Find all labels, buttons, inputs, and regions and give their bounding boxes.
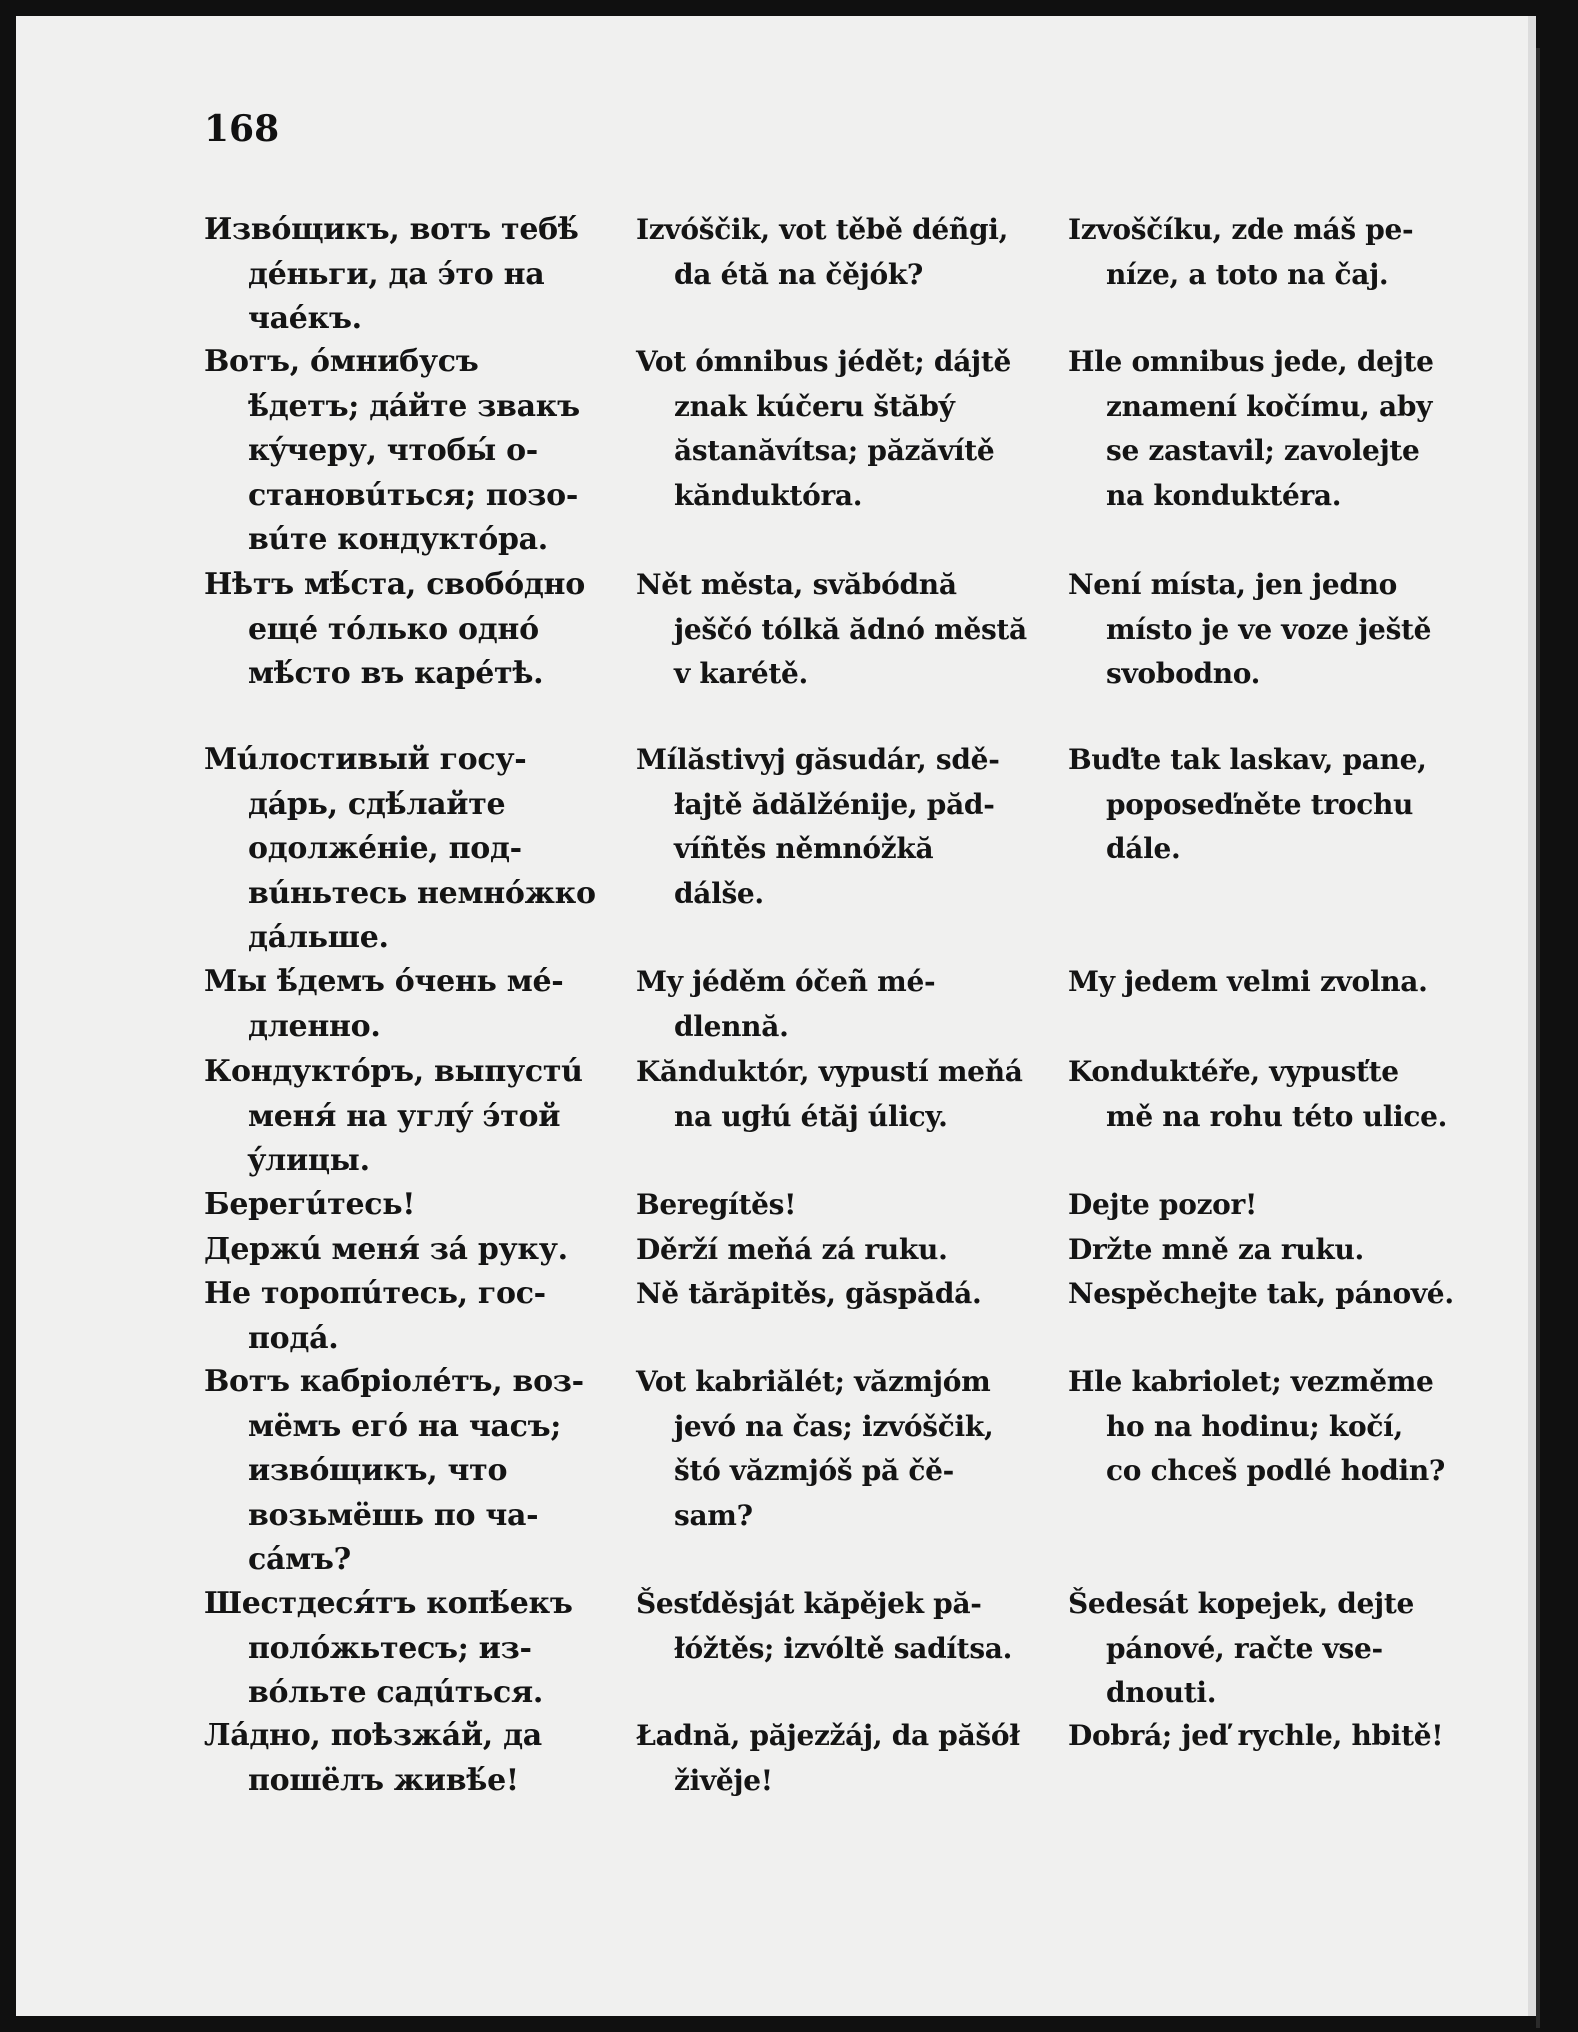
phrase-czech: Není místa, jen jedno místo je ve voze ještě svobodno.: [1068, 568, 1432, 690]
phrase-russian: Вотъ кабріолéтъ, воз- мёмъ егó на часъ; извóщикъ, что возьмёшь по ча- сáмъ?: [204, 1364, 584, 1577]
phrase-russian: Извóщикъ, вотъ тебѣ́ дéньги, да э́то на чаéкъ.: [204, 212, 579, 336]
page-edge: [1528, 16, 1536, 2016]
phrase-transliteration: Izvóščik, vot těbě déñgi, da étă na čějók?: [636, 213, 1009, 291]
phrase-czech: Izvoščíku, zde máš pe- níze, a toto na čaj.: [1068, 213, 1414, 291]
phrase-russian: Мúлостивый госу- дáрь, сдѣ́лайте одолжéніе, под- вúньтесь немнóжко дáльше.: [204, 742, 596, 955]
page-edge-shadow: [1536, 48, 1540, 2028]
page-number: 168: [204, 108, 280, 150]
phrase-russian: Шестдеся́тъ копѣ́екъ полóжьтесъ; из- вóльте садúться.: [204, 1586, 573, 1710]
phrase-czech: Hle omnibus jede, dejte znamení kočímu, aby se zastavil; zavolejte na konduktéra.: [1068, 345, 1434, 512]
phrase-russian: Вотъ, óмнибусъ ѣ́детъ; дáйте звакъ кýчеру, чтобы́ о- становúться; позо- вúте кондуктóра.: [204, 344, 580, 557]
phrase-russian: Мы ѣ́демъ óчень мé- дленно.: [204, 964, 564, 1044]
phrase-transliteration: Nět města, svăbódnă ješčó tólkă ădnó městă v karétě.: [636, 568, 1027, 690]
phrase-russian: Лáдно, поѣзжáй, да пошёлъ живѣ́е!: [204, 1718, 542, 1798]
phrase-russian: Кондуктóръ, выпустú меня́ на углý э́той ýлицы.: [204, 1054, 583, 1178]
phrase-russian: Нѣтъ мѣ́ста, свобóдно ещé тóлько однó мѣ́сто въ карéтѣ.: [204, 567, 585, 691]
phrase-czech: Konduktéře, vypusťte mě na rohu této ulice.: [1068, 1055, 1448, 1133]
phrase-transliteration: My jéděm óčeñ mé- dlennă.: [636, 965, 936, 1043]
phrase-transliteration: Šesťděsját kăpějek pă- łóžtěs; izvóltě sadítsa.: [636, 1587, 1013, 1665]
phrase-transliteration: Kănduktór, vypustí meňá na ugłú étăj úlicy.: [636, 1055, 1023, 1133]
phrase-transliteration: Ně tărăpitěs, găspădá.: [636, 1277, 982, 1310]
phrase-czech: Šedesát kopejek, dejte pánové, račte vse- dnouti.: [1068, 1587, 1414, 1709]
phrase-transliteration: Vot ómnibus jédět; dájtě znak kúčeru štăbý ăstanăvítsa; păzăvítě kănduktóra.: [636, 345, 1012, 512]
phrase-transliteration: Děrží meňá zá ruku.: [636, 1233, 948, 1266]
phrase-transliteration: Beregítěs!: [636, 1188, 797, 1221]
phrase-russian: Берегúтесь!: [204, 1187, 416, 1222]
phrase-russian: Не торопúтесь, гос- подá.: [204, 1276, 546, 1356]
phrase-czech: Buďte tak laskav, pane, poposeďněte trochu dále.: [1068, 743, 1427, 865]
phrase-transliteration: Ładnă, păjezžáj, da păšół živěje!: [636, 1719, 1020, 1797]
phrase-czech: Dobrá; jeď rychle, hbitě!: [1068, 1719, 1444, 1752]
phrase-czech: Držte mně za ruku.: [1068, 1233, 1364, 1266]
phrase-czech: Dejte pozor!: [1068, 1188, 1257, 1221]
phrase-czech: Hle kabriolet; vezměme ho na hodinu; kočí, co chceš podlé hodin?: [1068, 1365, 1445, 1487]
phrase-russian: Держú меня́ зá руку.: [204, 1232, 568, 1267]
phrase-czech: My jedem velmi zvolna.: [1068, 965, 1428, 998]
phrase-transliteration: Vot kabriălét; văzmjóm jevó na čas; izvóščik, štó văzmjóš pă čě- sam?: [636, 1365, 994, 1532]
phrase-transliteration: Mílăstivyj găsudár, sdě- łajtě ădălžénije, păd- víñtěs němnóžkă dálše.: [636, 743, 1000, 910]
phrase-czech: Nespěchejte tak, pánové.: [1068, 1277, 1454, 1310]
